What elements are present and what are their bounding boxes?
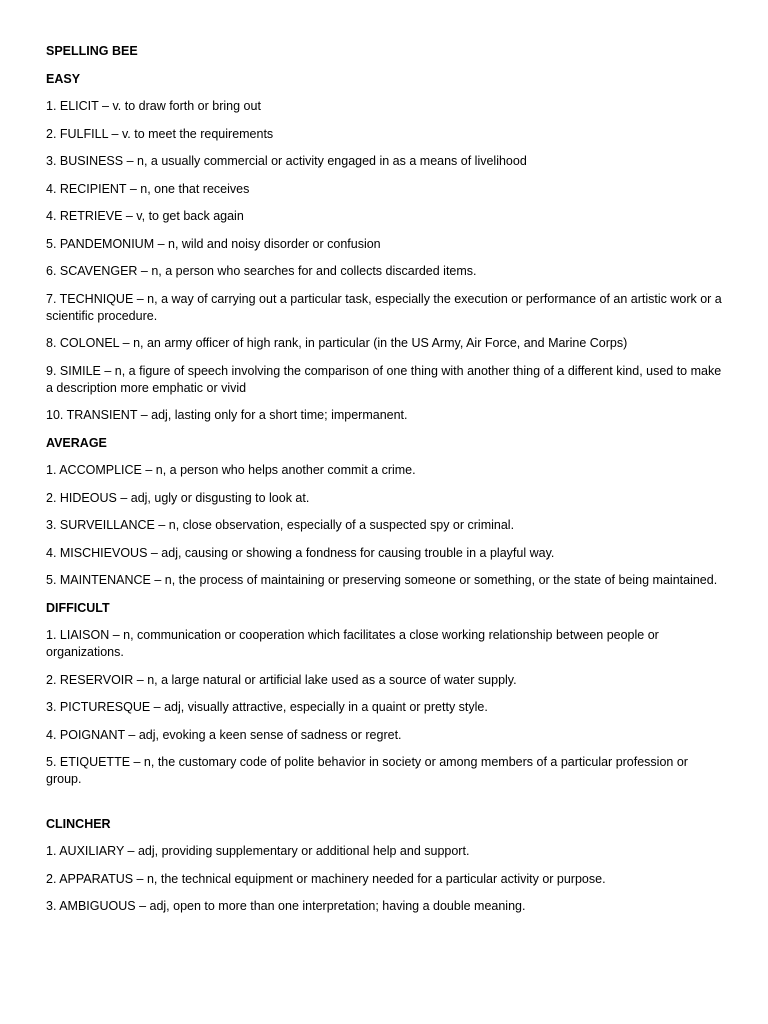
section-heading-difficult: DIFFICULT bbox=[46, 600, 110, 615]
list-item: 5. ETIQUETTE – n, the customary code of polite behavior in society or among members of a particular profession or group. bbox=[46, 755, 688, 786]
section-heading-clincher: CLINCHER bbox=[46, 816, 111, 831]
list-item: 3. AMBIGUOUS – adj, open to more than one interpretation; having a double meaning. bbox=[46, 899, 526, 913]
list-item: 8. COLONEL – n, an army officer of high rank, in particular (in the US Army, Air Force, and Marine Corps) bbox=[46, 336, 628, 350]
list-item: 2. RESERVOIR – n, a large natural or artificial lake used as a source of water supply. bbox=[46, 672, 517, 687]
blank-line bbox=[46, 799, 726, 816]
list-item: 9. SIMILE – n, a figure of speech involving the comparison of one thing with another thing of a different kind, used to make a description more emphatic or vivid bbox=[46, 363, 722, 395]
list-item: 2. HIDEOUS – adj, ugly or disgusting to look at. bbox=[46, 490, 310, 505]
document-page bbox=[46, 43, 726, 926]
list-item: 4. MISCHIEVOUS – adj, causing or showing a fondness for causing trouble in a playful way. bbox=[46, 545, 555, 560]
section-heading-average: AVERAGE bbox=[46, 435, 107, 450]
list-item: 3. BUSINESS – n, a usually commercial or activity engaged in as a means of livelihood bbox=[46, 154, 527, 168]
section-heading-easy: EASY bbox=[46, 71, 81, 86]
list-item: 5. PANDEMONIUM – n, wild and noisy disorder or confusion bbox=[46, 236, 381, 251]
list-item: 5. MAINTENANCE – n, the process of maintaining or preserving someone or something, or the state of being maintained. bbox=[46, 573, 718, 587]
list-item: 4. RETRIEVE – v, to get back again bbox=[46, 209, 244, 223]
list-item: 10. TRANSIENT – adj, lasting only for a short time; impermanent. bbox=[46, 408, 408, 422]
list-item: 4. RECIPIENT – n, one that receives bbox=[46, 181, 250, 196]
document-title: SPELLING BEE bbox=[46, 44, 138, 58]
list-item: 1. ACCOMPLICE – n, a person who helps another commit a crime. bbox=[46, 463, 416, 477]
list-item: 6. SCAVENGER – n, a person who searches for and collects discarded items. bbox=[46, 264, 477, 278]
list-item: 1. AUXILIARY – adj, providing supplementary or additional help and support. bbox=[46, 844, 470, 858]
list-item: 2. APPARATUS – n, the technical equipment or machinery needed for a particular activity or purpose. bbox=[46, 871, 606, 886]
list-item: 3. SURVEILLANCE – n, close observation, especially of a suspected spy or criminal. bbox=[46, 518, 515, 532]
list-item: 1. ELICIT – v. to draw forth or bring out bbox=[46, 99, 261, 113]
list-item: 3. PICTURESQUE – adj, visually attractive, especially in a quaint or pretty style. bbox=[46, 700, 488, 714]
list-item: 4. POIGNANT – adj, evoking a keen sense of sadness or regret. bbox=[46, 727, 402, 742]
list-item: 2. FULFILL – v. to meet the requirements bbox=[46, 126, 274, 141]
list-item: 1. LIAISON – n, communication or cooperation which facilitates a close working relationship between people or organizations. bbox=[46, 628, 659, 659]
list-item: 7. TECHNIQUE – n, a way of carrying out a particular task, especially the execution or performance of an artistic work or a scientific procedure. bbox=[46, 291, 722, 323]
